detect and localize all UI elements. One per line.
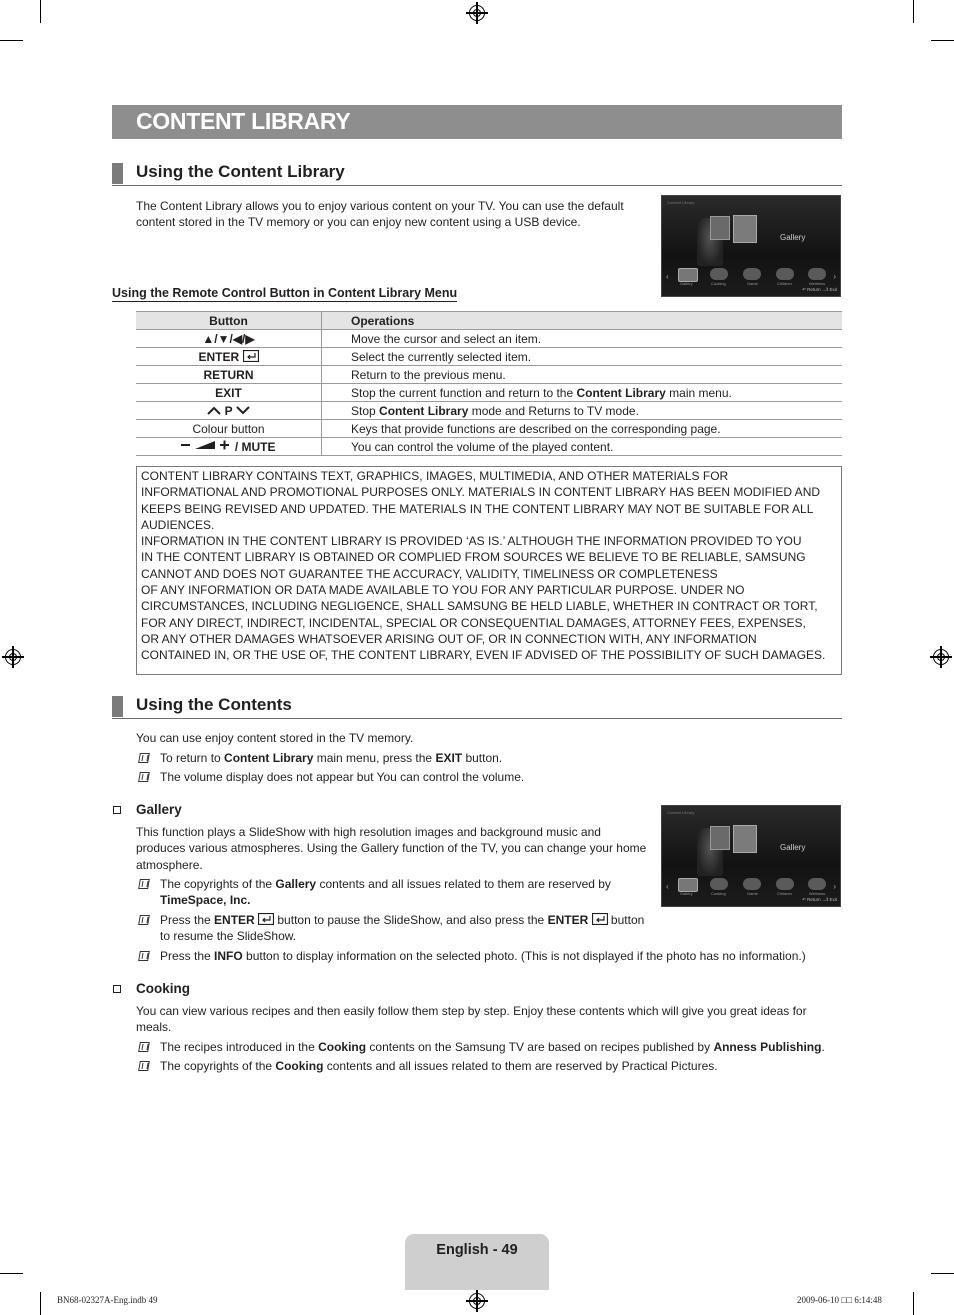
cooking-heading: Cooking [136, 981, 190, 996]
cooking-line: meals. [136, 1020, 172, 1035]
tv-footer: ↶ Return →‖ Exit [802, 897, 837, 902]
checkbox-bullet-icon [113, 985, 121, 993]
note-text: The volume display does not appear but You can control the volume. [160, 770, 525, 784]
gallery-paragraph [136, 824, 661, 873]
tv-gallery-label: Gallery [780, 233, 806, 242]
checkbox-bullet-icon [113, 806, 121, 814]
crop-mark [931, 1273, 954, 1274]
print-slug-left: BN68-02327A-Eng.indb 49 [57, 1295, 158, 1305]
enter-icon [258, 913, 274, 925]
note-part: button. [462, 751, 503, 765]
photo-frame [710, 216, 730, 240]
button-label: ENTER [198, 349, 240, 364]
registration-mark-icon [933, 649, 949, 665]
operation-cell [322, 402, 843, 420]
cooking-line: You can view various recipes and then easily follow them step by step. Enjoy these contents which will give you great ideas for [136, 1004, 807, 1018]
gallery-line: This function plays a SlideShow with high resolution images and background music and [136, 825, 601, 839]
disclaimer-line: IN THE CONTENT LIBRARY IS OBTAINED OR COMPLIED FROM SOURCES WE BELIEVE TO BE RELIABLE, SAMSUNG [141, 550, 806, 565]
note-part: The copyrights of the [160, 877, 276, 891]
tv-icon-row [676, 268, 828, 284]
note-bold: INFO [214, 949, 243, 963]
disclaimer-text [141, 468, 841, 664]
children-icon [776, 878, 794, 890]
note-text [160, 912, 660, 945]
table-row [136, 366, 842, 384]
volume-icon [181, 439, 231, 451]
button-cell: EXIT [136, 384, 322, 402]
tv-icon-label: Gallery [680, 281, 693, 286]
operation-text: Stop the current function and return to the [351, 385, 577, 400]
operation-text: Move the cursor and select an item. [351, 331, 542, 346]
note-text [160, 1039, 842, 1055]
tv-icon-label: Wellness [809, 891, 826, 896]
cooking-paragraph [136, 1003, 842, 1036]
crop-mark [913, 0, 914, 23]
note-bold: ENTER [547, 913, 589, 927]
button-cell: Colour button [136, 420, 322, 438]
cooking-icon [710, 268, 728, 280]
section-marker [112, 163, 123, 184]
button-label: MUTE [241, 440, 276, 454]
disclaimer-line: CONTAINED IN, OR THE USE OF, THE CONTENT LIBRARY, EVEN IF ADVISED OF THE POSSIBILITY OF SUCH DAMAGES. [141, 648, 826, 663]
operation-cell [322, 366, 843, 384]
note-bold: Gallery [275, 877, 317, 891]
button-label: P [224, 403, 233, 418]
note-part: contents on the Samsung TV are based on recipes published by [366, 1040, 714, 1054]
table-row [136, 348, 842, 366]
tv-icon-label: Wellness [809, 281, 826, 286]
operation-bold: Content Library [576, 385, 666, 400]
chevron-up-icon [207, 406, 221, 415]
chevron-left-icon: ‹ [666, 882, 669, 891]
gallery-icon [678, 268, 698, 282]
note-bold: Content Library [224, 751, 314, 765]
gallery-line: produces various atmospheres. Using the Gallery function of the TV, you can change your home [136, 841, 647, 856]
table-row [136, 438, 842, 456]
chevron-right-icon: › [833, 272, 836, 281]
note-bold: TimeSpace, Inc. [160, 893, 251, 908]
crop-mark [931, 40, 954, 41]
enter-icon [592, 913, 608, 925]
table-header-cell: Operations [322, 312, 843, 330]
operation-text: Keys that provide functions are described on the corresponding page. [351, 421, 721, 436]
crop-mark [913, 1292, 914, 1315]
enter-icon [243, 350, 259, 362]
note-icon [138, 753, 150, 763]
tv-header: Content Library [667, 200, 695, 205]
note-part: . [821, 1040, 825, 1054]
operation-cell [322, 348, 843, 366]
page-title-bar [112, 105, 842, 139]
note-bold: Cooking [275, 1059, 324, 1073]
cooking-icon [710, 878, 728, 890]
note-part: main menu, press the [313, 751, 436, 765]
chevron-left-icon: ‹ [666, 272, 669, 281]
note-part: button to pause the SlideShow, and also press the [274, 913, 548, 927]
note-bold: ENTER [214, 913, 255, 927]
page-title: CONTENT LIBRARY [136, 108, 351, 134]
note-icon [138, 915, 150, 925]
operation-cell [322, 420, 843, 438]
operation-cell [322, 384, 843, 402]
tv-screenshot [661, 195, 841, 297]
page-number: English - 49 [436, 1242, 518, 1258]
crop-mark [0, 40, 23, 41]
disclaimer-line: CIRCUMSTANCES, INCLUDING NEGLIGENCE, SHALL SAMSUNG BE HELD LIABLE, WHETHER IN CONTRACT OR TORT, [141, 599, 818, 614]
print-slug-right: 2009-06-10 □□ 6:14:48 [797, 1295, 882, 1305]
crop-mark [40, 0, 41, 23]
disclaimer-line: CANNOT AND DOES NOT GUARANTEE THE ACCURACY, VALIDITY, TIMELINESS OR COMPLETENESS [141, 566, 718, 581]
button-cell [136, 348, 322, 366]
operation-text: Select the currently selected item. [351, 349, 532, 364]
section-title: Using the Contents [136, 695, 292, 714]
registration-mark-icon [469, 5, 485, 21]
tv-footer: ↶ Return →‖ Exit [802, 287, 837, 292]
operation-text: Return to the previous menu. [351, 367, 506, 382]
disclaimer-line: CONTENT LIBRARY CONTAINS TEXT, GRAPHICS, IMAGES, MULTIMEDIA, AND OTHER MATERIALS FOR [141, 469, 729, 483]
note-part: Press the [160, 913, 215, 927]
tv-gallery-label: Gallery [780, 843, 806, 852]
operation-bold: Content Library [379, 403, 469, 418]
disclaimer-line: INFORMATION IN THE CONTENT LIBRARY IS PROVIDED ‘AS IS.’ ALTHOUGH THE INFORMATION PROVIDED TO YOU [141, 534, 802, 549]
photo-frame [733, 825, 757, 853]
crop-mark [40, 1292, 41, 1315]
note-part: To return to [160, 751, 225, 765]
note-part: contents and all issues related to them are reserved by [316, 877, 611, 891]
chevron-down-icon [236, 406, 250, 415]
photo-frame [733, 215, 757, 243]
section-marker [112, 696, 123, 717]
disclaimer-line: INFORMATIONAL AND PROMOTIONAL PURPOSES ONLY. MATERIALS IN CONTENT LIBRARY HAS BEEN MODIFIED AND [141, 485, 821, 500]
intro-line: The Content Library allows you to enjoy various content on your TV. You can use the default [136, 199, 624, 213]
note-icon [138, 1061, 150, 1071]
operation-text: You can control the volume of the played content. [351, 439, 614, 454]
note-icon [138, 879, 150, 889]
note-text [160, 750, 502, 766]
note-bold: Anness Publishing [713, 1040, 822, 1054]
game-icon [743, 268, 761, 280]
tv-icon-label: Cooking [711, 281, 726, 286]
table-row [136, 330, 842, 348]
note-part: button to display information on the selected photo. (This is not displayed if the photo has no information.) [242, 949, 806, 963]
note-part: Press the [160, 949, 215, 963]
remote-button-table [136, 311, 842, 456]
game-icon [743, 878, 761, 890]
table-header-row [136, 312, 842, 330]
note-text [160, 1058, 842, 1074]
photo-frame [710, 826, 730, 850]
wellness-icon [808, 268, 826, 280]
table-header-cell: Button [136, 312, 322, 330]
disclaimer-line: AUDIENCES. [141, 517, 215, 532]
note-text [160, 876, 660, 909]
remote-heading: Using the Remote Control Button in Content Library Menu [112, 286, 458, 300]
crop-mark [0, 1273, 23, 1274]
tv-icon-label: Children [777, 891, 792, 896]
gallery-icon [678, 878, 698, 892]
tv-icon-label: Game [747, 891, 758, 896]
registration-mark-icon [5, 649, 21, 665]
note-part: button [607, 913, 645, 927]
note-part: The copyrights of the [160, 1059, 276, 1073]
button-cell: ▲/▼/◀/▶ [136, 330, 322, 348]
note-icon [138, 1042, 150, 1052]
page-number-tab [405, 1234, 549, 1290]
button-cell: / MUTE [136, 438, 322, 456]
note-part: contents and all issues related to them are reserved by Practical Pictures. [323, 1059, 718, 1073]
contents-intro: You can use enjoy content stored in the TV memory. [136, 731, 414, 745]
note-icon [138, 951, 150, 961]
section-heading-using-contents [112, 696, 842, 719]
note-bold: Cooking [318, 1040, 367, 1054]
registration-mark-icon [469, 1293, 485, 1309]
operation-cell [322, 330, 843, 348]
intro-line: content stored in the TV memory or you can enjoy new content using a USB device. [136, 215, 581, 230]
tv-header: Content Library [667, 810, 695, 815]
disclaimer-line: OF ANY INFORMATION OR DATA MADE AVAILABLE TO YOU FOR ANY PARTICULAR PURPOSE. UNDER NO [141, 583, 745, 598]
button-cell [136, 402, 322, 420]
table-row [136, 420, 842, 438]
operation-text: mode and Returns to TV mode. [468, 403, 639, 418]
chevron-right-icon: › [833, 882, 836, 891]
operation-text: main menu. [665, 385, 732, 400]
tv-icon-label: Children [777, 281, 792, 286]
note-part: to resume the SlideShow. [160, 929, 297, 944]
operation-text: Stop [351, 403, 380, 418]
button-cell: RETURN [136, 366, 322, 384]
operation-cell [322, 438, 843, 456]
gallery-line: atmosphere. [136, 857, 203, 872]
tv-icon-label: Cooking [711, 891, 726, 896]
intro-paragraph [136, 198, 646, 231]
disclaimer-line: KEEPS BEING REVISED AND UPDATED. THE MATERIALS IN THE CONTENT LIBRARY MAY NOT BE SUITABLE FOR ALL [141, 501, 814, 516]
note-bold: EXIT [435, 751, 463, 765]
note-icon [138, 772, 150, 782]
disclaimer-line: FOR ANY DIRECT, INDIRECT, INCIDENTAL, SPECIAL OR CONSEQUENTIAL DAMAGES, ATTORNEY FEES, EXPENSES, [141, 615, 806, 630]
table-row [136, 402, 842, 420]
tv-screenshot [661, 805, 841, 907]
disclaimer-box [136, 466, 842, 675]
tv-icon-label: Game [747, 281, 758, 286]
children-icon [776, 268, 794, 280]
section-title: Using the Content Library [136, 162, 345, 181]
section-heading-content-library [112, 163, 842, 186]
gallery-heading: Gallery [136, 802, 182, 817]
note-part: The recipes introduced in the [160, 1040, 319, 1054]
tv-icon-label: Gallery [680, 891, 693, 896]
table-row [136, 384, 842, 402]
wellness-icon [808, 878, 826, 890]
disclaimer-line: OR ANY OTHER DAMAGES WHATSOEVER ARISING OUT OF, OR IN CONNECTION WITH, ANY INFORMATION [141, 631, 757, 646]
note-text [160, 948, 840, 964]
tv-icon-row [676, 878, 828, 894]
